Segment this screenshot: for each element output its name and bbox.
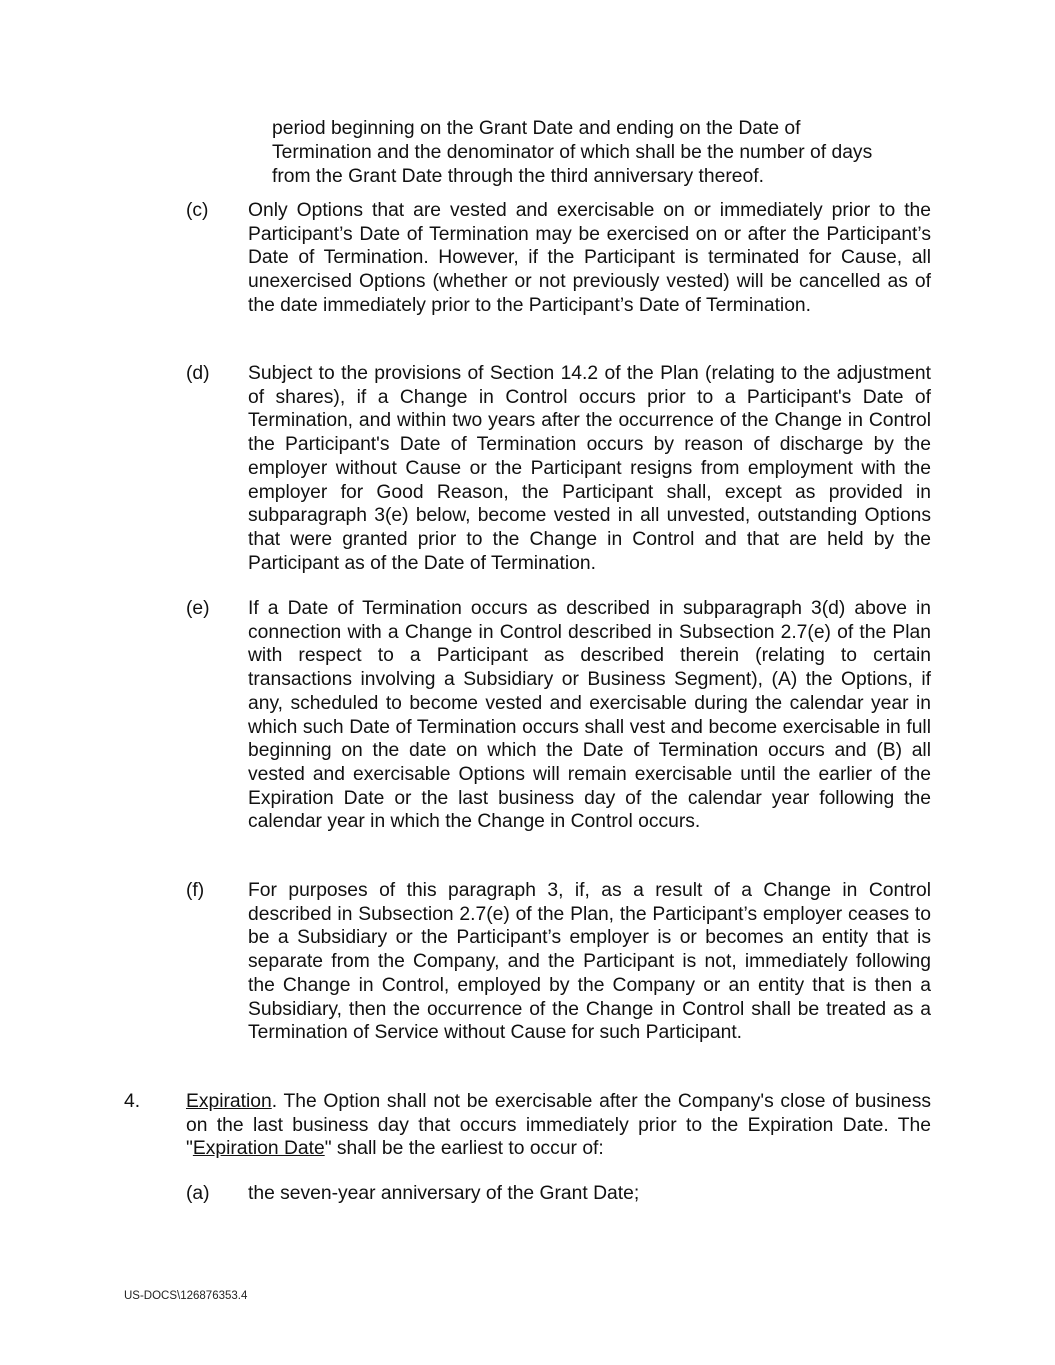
subparagraph-label: (a) [186,1183,210,1204]
subparagraph-label: (f) [186,880,205,901]
section-4-expiration [124,1090,931,1161]
section-text-part: " shall be the earliest to occur of: [324,1138,604,1160]
footer-doc-id: US-DOCS\126876353.4 [124,1290,248,1302]
subparagraph-f [186,879,931,1045]
continuation-line: Termination and the denominator of which shall be the number of days [272,142,873,163]
section-number: 4. [124,1091,141,1112]
subparagraph-d [186,362,931,575]
subparagraph-e [186,597,931,834]
subparagraph-label: (c) [186,200,209,221]
section-text-part: . The Option shall not be exercisable after the Company's close of business on the last business day that occurs immediately prior to the Expiration Date. The " [186,1091,931,1160]
subparagraph-text: For purposes of this paragraph 3, if, as a result of a Change in Control described in Subsection 2.7(e) of the Plan, the Participant’s employer ceases to be a Subsidiary or the Participant’s employer is or becomes an entity that is separate from the Company, and the Participant is not, immediately following the Change in Control, employed by the Company or an entity that is then a Subsidiary, then the occurrence of the Change in Control shall be treated as a Termination of Service without Cause for such Participant. [248,880,931,1044]
subparagraph-label: (d) [186,363,210,384]
subparagraph-text: the seven-year anniversary of the Grant Date; [248,1183,640,1204]
subparagraph-text: If a Date of Termination occurs as described in subparagraph 3(d) above in connection with a Change in Control described in Subsection 2.7(e) of the Plan with respect to a Participant as described therein (relating to certain transactions involving a Subsidiary or Business Segment), (A) the Options, if any, scheduled to become vested and exercisable during the calendar year in which such Date of Termination occurs shall vest and become exercisable in full beginning on the date on which the Date of Termination occurs and (B) all vested and exercisable Options will remain exercisable until the earlier of the Expiration Date or the last business day of the calendar year following the calendar year in which the Change in Control occurs. [248,598,931,833]
subparagraph-c [186,199,931,318]
subparagraph-text: Subject to the provisions of Section 14.2 of the Plan (relating to the adjustment of shares), if a Change in Control occurs prior to a Participant's Date of Termination, and within two years after the occurrence of the Change in Control the Participant's Date of Termination occurs by reason of discharge by the employer without Cause or the Participant resigns from employment with the employer for Good Reason, the Participant shall, except as provided in subparagraph 3(e) below, become vested in all unvested, outstanding Options that were granted prior to the Change in Control and that are held by the Participant as of the Date of Termination. [248,363,931,574]
subparagraph-text: Only Options that are vested and exercisable on or immediately prior to the Participant’s Date of Termination may be exercised on or after the Participant’s Date of Termination. However, if the Participant is terminated for Cause, all unexercised Options (whether or not previously vested) will be cancelled as of the date immediately prior to the Participant’s Date of Termination. [248,200,931,316]
section-heading: Expiration [186,1091,272,1112]
subparagraph-a [186,1182,931,1206]
subparagraph-label: (e) [186,598,210,619]
continuation-paragraph [272,117,932,189]
continuation-line: period beginning on the Grant Date and ending on the Date of [272,118,801,139]
continuation-line: from the Grant Date through the third anniversary thereof. [272,166,764,187]
defined-term: Expiration Date [192,1138,325,1160]
section-text [186,1090,931,1161]
